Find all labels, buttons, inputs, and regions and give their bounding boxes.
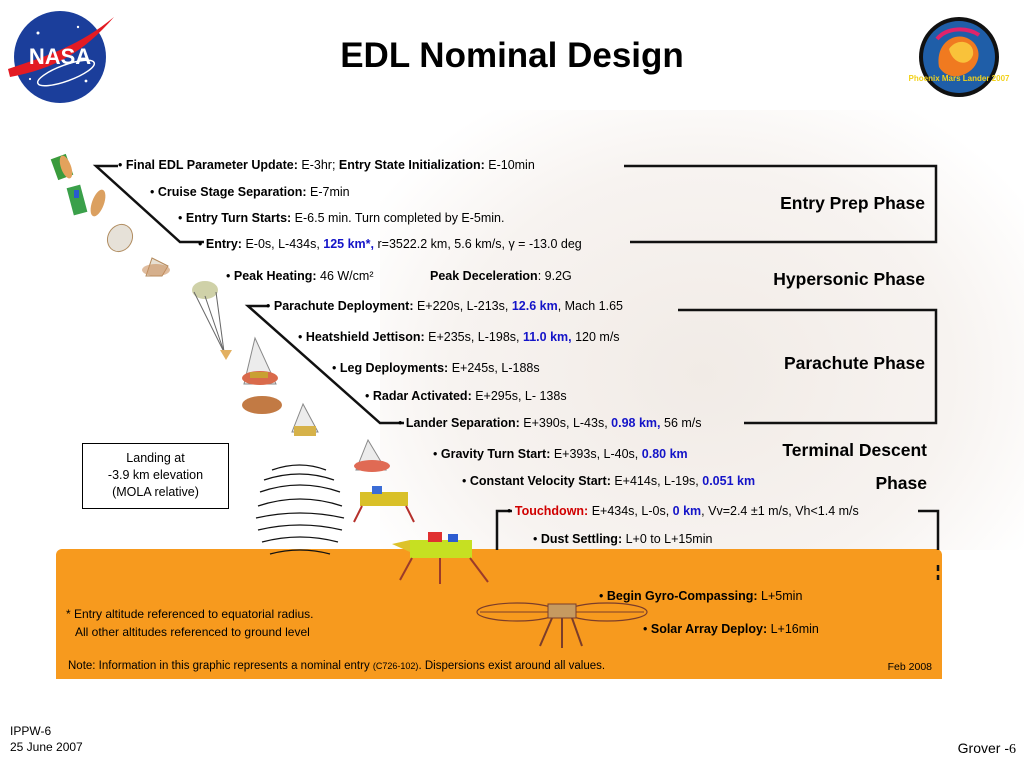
landing-elevation-box [82,443,229,509]
event-value: E+434s, L-0s, [588,504,673,518]
note-text-2: . Dispersions exist around all values. [418,660,606,672]
event-label: Lander Separation: [405,416,520,430]
event-value: 56 m/s [660,416,702,430]
footer-author: Grover - [957,740,1009,756]
nasa-logo-text: NASA [28,44,92,69]
event-value: E+220s, L-213s, [413,299,512,313]
event-label: Peak Deceleration [430,269,538,283]
event-label: Entry: [205,237,242,251]
event-value: L+5min [757,589,803,603]
event-value: E+245s, L-188s [448,361,540,375]
event-value: : 9.2G [537,269,572,283]
event-gravity-turn: • Gravity Turn Start: E+393s, L-40s, 0.80 km [433,447,688,461]
footer-conference [10,723,83,755]
parachute-icon [192,281,232,360]
event-altitude: 125 km*, [323,237,375,251]
event-value: E+414s, L-19s, [610,474,703,488]
event-altitude: 0 km [672,504,702,518]
event-value: 46 W/cm² [316,269,374,283]
event-touchdown: • Touchdown: E+434s, L-0s, 0 km, Vv=2.4 ±1 m/s, Vh<1.4 m/s [507,504,859,518]
note-text: Note: Information in this graphic represents a nominal entry [68,660,373,672]
event-leg-deployments: • Leg Deployments: E+245s, L-188s [332,361,540,375]
page-number: 6 [1009,742,1016,757]
event-label: Begin Gyro-Compassing: [606,589,758,603]
disclaimer-note [68,660,605,672]
phase-entry-prep: Entry Prep Phase [780,193,925,213]
footnote-line-2: All other altitudes referenced to ground level [75,625,310,639]
event-altitude: 12.6 km [511,299,558,313]
event-value: E+295s, L- 138s [471,389,567,403]
event-peak-heating: • Peak Heating: 46 W/cm² [226,269,374,283]
event-label: Solar Array Deploy: [650,622,768,636]
footer-date: 25 June 2007 [10,740,83,754]
event-constant-velocity: • Constant Velocity Start: E+414s, L-19s, 0.051 km [462,474,756,488]
event-radar-activated: • Radar Activated: E+295s, L- 138s [365,389,567,403]
event-dust-settling: • Dust Settling: L+0 to L+15min [533,532,713,546]
phase-terminal-descent-2: Phase [875,473,927,493]
event-value: E-0s, L-434s, [241,237,324,251]
event-value: r=3522.2 km, 5.6 km/s, γ = -13.0 deg [374,237,582,251]
event-final-edl-update: • Final EDL Parameter Update: E-3hr; Entry State Initialization: E-10min [118,158,535,172]
event-label: Radar Activated: [372,389,472,403]
footnote-line-1: * Entry altitude referenced to equatorial radius. [66,607,314,621]
event-label: Heatshield Jettison: [305,330,425,344]
event-altitude: 11.0 km, [522,330,572,344]
event-cruise-separation: • Cruise Stage Separation: E-7min [150,185,350,199]
event-value: , Vv=2.4 ±1 m/s, Vh<1.4 m/s [701,504,859,518]
event-label: Gravity Turn Start: [440,447,551,461]
event-value: E+393s, L-40s, [550,447,642,461]
landing-line-3: (MOLA relative) [112,485,199,499]
phase-terminal-descent: Terminal Descent [782,440,927,460]
event-value: E+235s, L-198s, [424,330,523,344]
event-parachute-deployment: • Parachute Deployment: E+220s, L-213s, 12.6 km, Mach 1.65 [266,299,624,313]
event-solar-array-deploy: • Solar Array Deploy: L+16min [643,622,819,636]
event-value: E+390s, L-43s, [519,416,612,430]
event-label: Parachute Deployment: [273,299,414,313]
page-title: EDL Nominal Design [340,36,684,75]
event-label: Constant Velocity Start: [469,474,611,488]
entry-capsule-icons [103,220,170,276]
event-value: L+16min [767,622,819,636]
event-label: Leg Deployments: [339,361,449,375]
event-entry: • Entry: E-0s, L-434s, 125 km*, r=3522.2 km, 5.6 km/s, γ = -13.0 deg [198,237,582,251]
footer-conf: IPPW-6 [10,724,52,738]
footer-page [958,740,1016,758]
event-entry-turn: • Entry Turn Starts: E-6.5 min. Turn completed by E-5min. [178,211,505,225]
event-lander-separation: • Lander Separation: E+390s, L-43s, 0.98 km, 56 m/s [398,416,702,430]
event-label: Dust Settling: [540,532,623,546]
phoenix-logo-text: Phoenix Mars Lander 2007 [908,74,1010,83]
event-label: Cruise Stage Separation: [157,185,307,199]
lander-descending-icon [354,486,414,522]
event-value: E-3hr; [297,158,339,172]
radar-beam-icon [256,465,344,554]
event-label: Entry State Initialization: [338,158,485,172]
backshell-icons [242,338,390,472]
event-value: , Mach 1.65 [557,299,624,313]
lander-deployed-icon [477,603,647,648]
event-label: Final EDL Parameter Update: [125,158,298,172]
note-ref: (C726-102) [372,661,419,671]
event-value: 120 m/s [571,330,620,344]
event-value: E-7min [306,185,350,199]
event-label: Touchdown: [514,504,589,518]
event-label: Entry Turn Starts: [185,211,292,225]
event-value: E-10min [484,158,535,172]
landing-line-2: -3.9 km elevation [107,468,204,482]
event-value: E-6.5 min. Turn completed by E-5min. [291,211,505,225]
lander-touchdown-icon [392,532,488,584]
phase-parachute: Parachute Phase [783,353,925,373]
event-peak-deceleration [430,269,572,284]
cruise-stage-icon [51,154,109,218]
event-label: Peak Heating: [233,269,317,283]
event-altitude: 0.98 km, [611,416,661,430]
event-altitude: 0.80 km [641,447,688,461]
landing-line-1: Landing at [126,451,185,465]
event-value: L+0 to L+15min [622,532,713,546]
event-altitude: 0.051 km [702,474,756,488]
event-gyro-compassing: • Begin Gyro-Compassing: L+5min [599,589,803,603]
phase-hypersonic: Hypersonic Phase [773,269,925,289]
note-date: Feb 2008 [887,661,932,673]
event-heatshield-jettison: • Heatshield Jettison: E+235s, L-198s, 11.0 km, 120 m/s [298,330,620,344]
